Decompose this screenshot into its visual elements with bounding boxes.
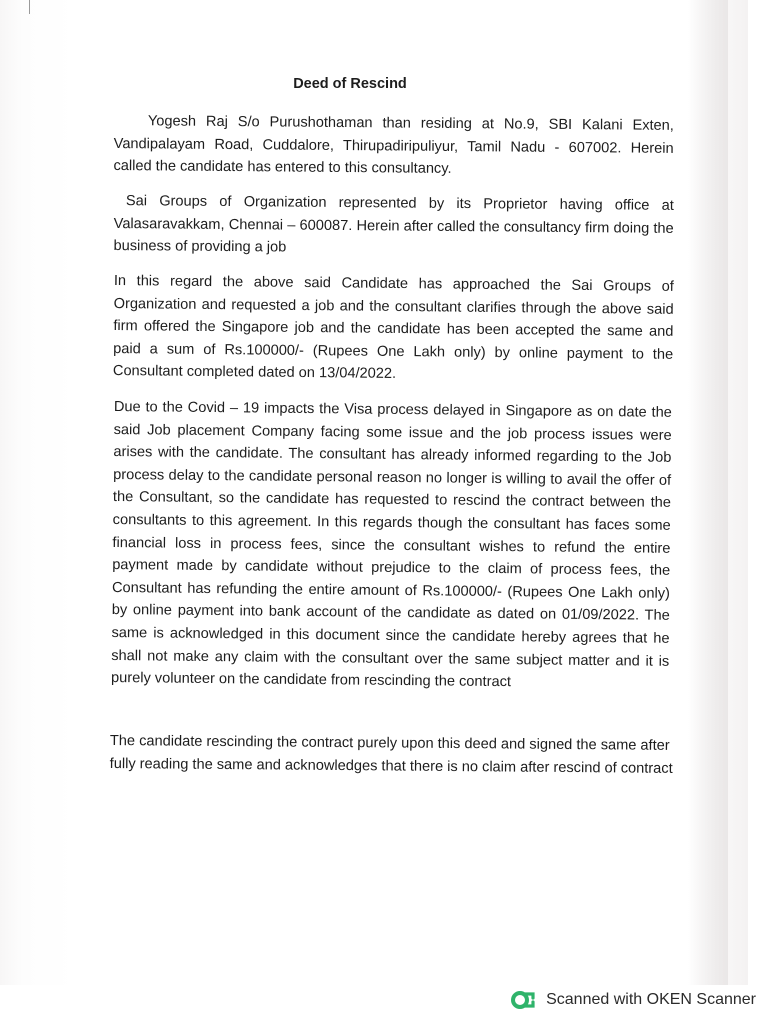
paragraph-job-request: In this regard the above said Candidate has approached the Sai Groups of Organization and requested a job and the consultant clarifies through the above said firm offered the Singapore job and the candidate has been accepted the same and paid a sum of Rs.100000/- (Rupees One Lakh only) by online payment to the Consultant completed dated on 13/04/2022. (112, 272, 674, 383)
paragraph-rescind-agreement: The candidate rescinding the contract purely upon this deed and signed the same after fully reading the same and acknowledges that there is no claim after rescind of contract (109, 732, 673, 777)
scanner-watermark (511, 989, 756, 1011)
document-title: Deed of Rescind (293, 76, 407, 92)
scanner-footer (0, 985, 768, 1024)
oken-scanner-logo-icon (511, 989, 537, 1011)
paragraph-covid-refund: Due to the Covid – 19 impacts the Visa process delayed in Singapore as on date the said Job placement Company facing some issue and the job process issues were arises with the candidate. The consultant has already informed regarding to the Job process delay to the candidate personal reason no longer is willing to avail the offer of the Consultant, so the candidate has requested to rescind the contract between the consultants to this agreement. In this regards though the consultant has faces some financial loss in process fees, since the consultant wishes to refund the entire payment made by candidate without prejudice to the claim of process fees, the Consultant has refunding the entire amount of Rs.100000/- (Rupees One Lakh only) by online payment into bank account of the candidate as dated on 01/09/2022. The same is acknowledged in this document since the candidate hereby agrees that he shall not make any claim with the consultant over the same subject matter and it is purely volunteer on the candidate from rescinding the contract (110, 398, 672, 691)
scanner-label: Scanned with OKEN Scanner (546, 991, 756, 1008)
paragraph-candidate: Yogesh Raj S/o Purushothaman than residing at No.9, SBI Kalani Exten, Vandipalayam Road, Cuddalore, Thirupadiripuliyur, Tamil Nadu - 607002. Herein called the candidate has entered to this consultancy. (113, 113, 674, 178)
paragraph-consultancy: Sai Groups of Organization represented by its Proprietor having office at Valasaravakkam, Chennai – 600087. Herein after called the consultancy firm doing the business of providing a job (113, 193, 674, 256)
